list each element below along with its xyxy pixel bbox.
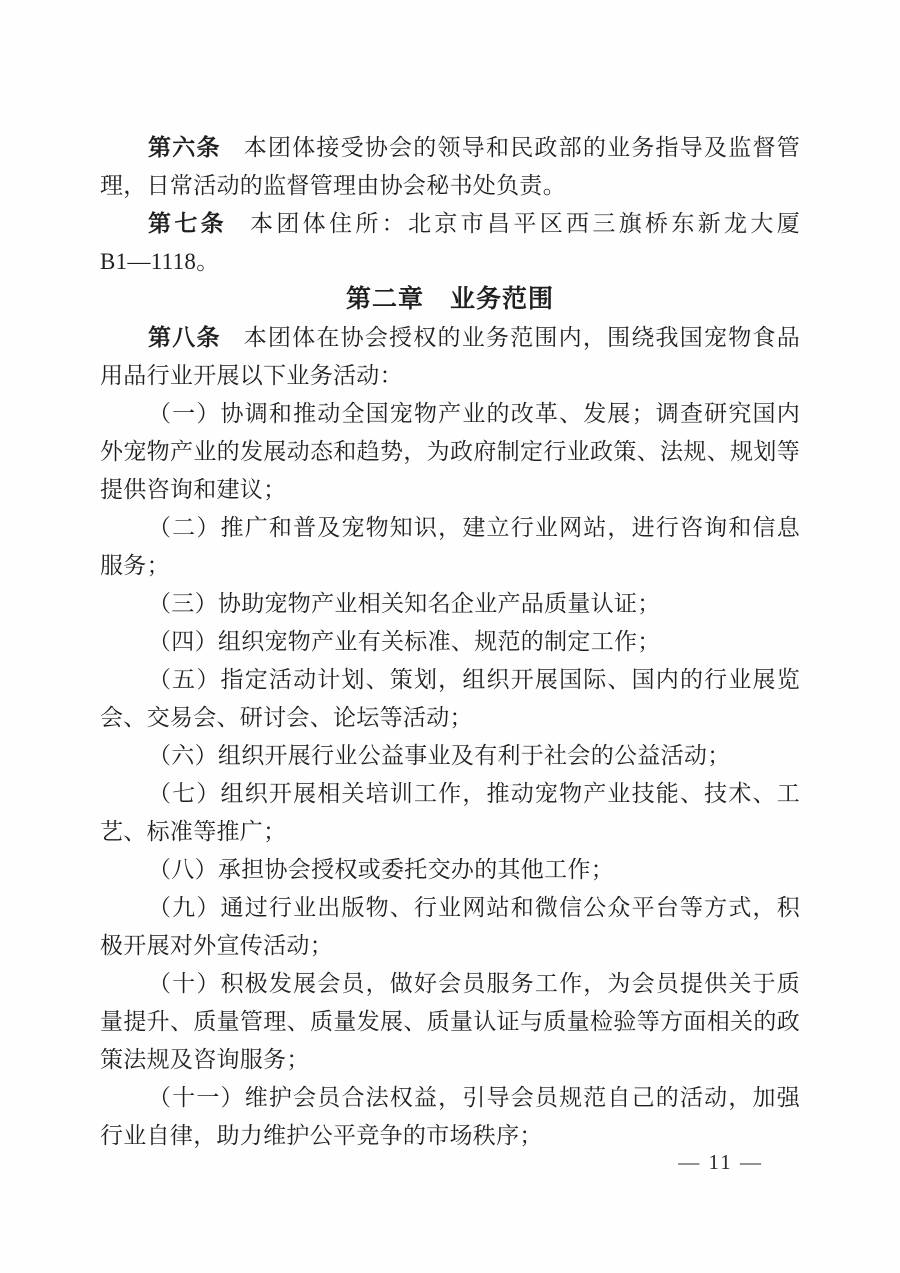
article-label: 第六条 [148,135,221,160]
paragraph-text: （三）协助宠物产业相关知名企业产品质量认证； [148,591,661,616]
item-paragraph [100,965,800,1079]
paragraph-text: （十）积极发展会员，做好会员服务工作，为会员提供关于质量提升、质量管理、质量发展、质量认证与质量检验等方面相关的政策法规及咨询服务； [100,971,800,1072]
item-paragraph [100,851,800,889]
item-paragraph [100,623,800,661]
paragraph-text: （六）组织开展行业公益事业及有利于社会的公益活动； [148,743,731,768]
paragraph-text: （四）组织宠物产业有关标准、规范的制定工作； [148,629,661,654]
item-paragraph [100,775,800,851]
paragraph-text: （七）组织开展相关培训工作，推动宠物产业技能、技术、工艺、标准等推广； [100,781,800,844]
document-body [100,129,800,1155]
paragraph-text: （九）通过行业出版物、行业网站和微信公众平台等方式，积极开展对外宣传活动； [100,895,800,958]
item-paragraph [100,509,800,585]
paragraph-text: 本团体在协会授权的业务范围内，围绕我国宠物食品用品行业开展以下业务活动： [100,325,800,388]
article-label: 第七条 [148,211,228,236]
item-paragraph [100,737,800,775]
paragraph-text: （五）指定活动计划、策划，组织开展国际、国内的行业展览会、交易会、研讨会、论坛等活动； [100,667,800,730]
page-number: — 11 — [678,1150,763,1174]
chapter-heading: 第二章 业务范围 [345,286,554,313]
item-paragraph [100,889,800,965]
paragraph-text: 本团体住所：北京市昌平区西三旗桥东新龙大厦 [250,211,800,236]
article-paragraph [100,129,800,205]
paragraph-text: （八）承担协会授权或委托交办的其他工作； [148,857,614,882]
article-paragraph [100,205,800,281]
item-paragraph [100,395,800,509]
paragraph-text: （二）推广和普及宠物知识，建立行业网站，进行咨询和信息服务； [100,515,800,578]
article-label: 第八条 [148,325,221,350]
paragraph-text: （十一）维护会员合法权益，引导会员规范自己的活动，加强行业自律，助力维护公平竞争的市场秩序； [100,1085,800,1148]
address-code: B1—1118。 [100,249,220,274]
article-paragraph [100,319,800,395]
item-paragraph [100,661,800,737]
item-paragraph [100,1079,800,1155]
paragraph-text: （一）协调和推动全国宠物产业的改革、发展；调查研究国内外宠物产业的发展动态和趋势，为政府制定行业政策、法规、规划等提供咨询和建议； [100,401,800,502]
paragraph-text: 本团体接受协会的领导和民政部的业务指导及监督管理，日常活动的监督管理由协会秘书处负责。 [100,135,800,198]
item-paragraph [100,585,800,623]
